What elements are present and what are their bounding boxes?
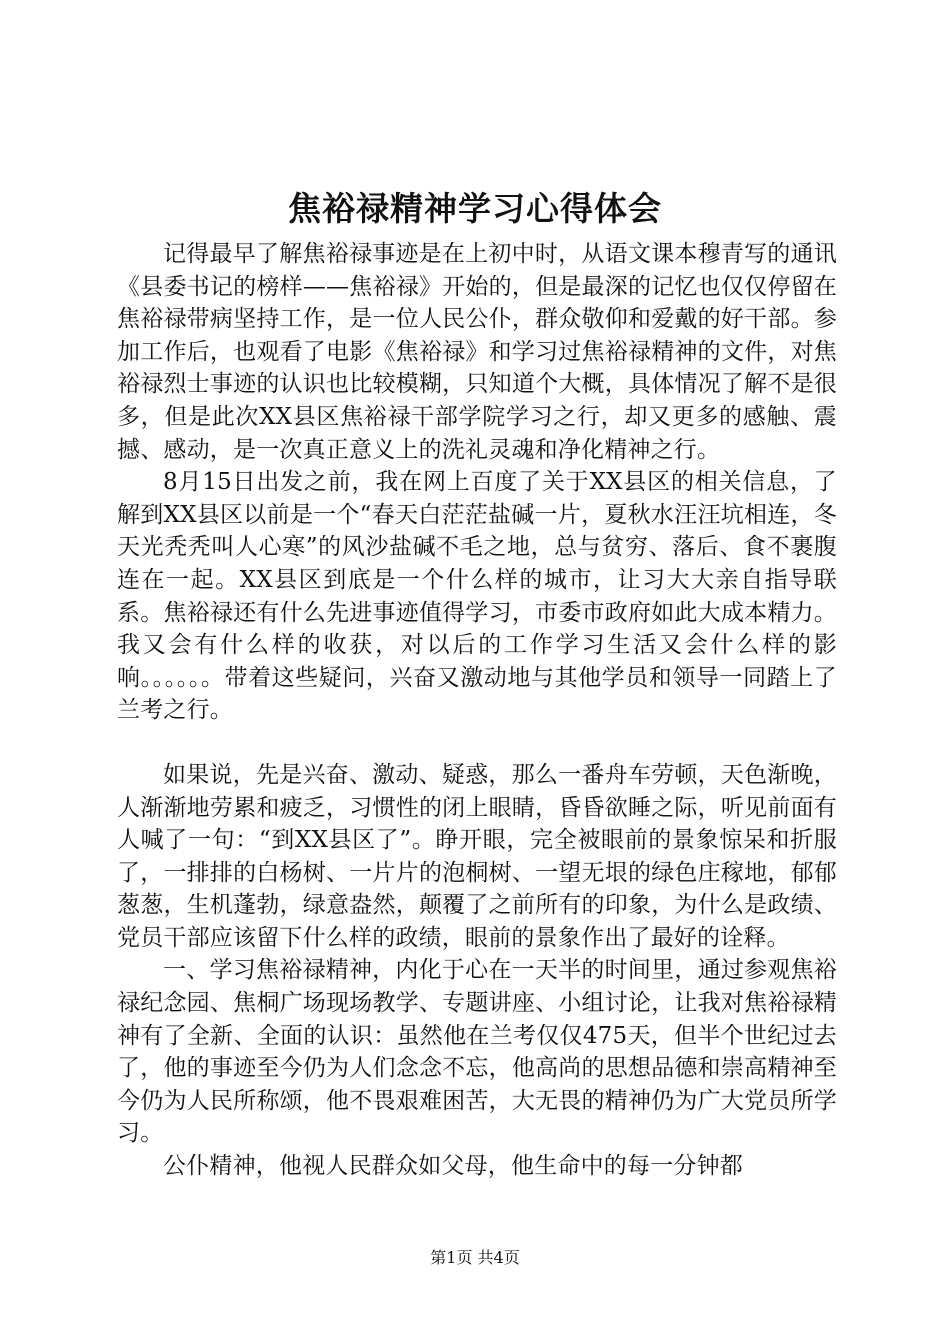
paragraph-2: 8月15日出发之前，我在网上百度了关于XX县区的相关信息，了解到XX县区以前是一个“春天白茫茫盐碱一片，夏秋水汪汪坑相连，冬天光秃秃叫人心寒”的风沙盐碱不毛之地，总与贫穷、落后、食不裹腹连在一起。XX县区到底是一个什么样的城市，让习大大亲自指导联系。焦裕禄还有什么先进事迹值得学习，市委市政府如此大成本精力。我又会有什么样的收获，对以后的工作学习生活又会什么样的影响。。。。。。带着这些疑问，兴奋又激动地与其他学员和领导一同踏上了兰考之行。 — [117, 469, 837, 724]
document-title: 焦裕禄精神学习心得体会 — [288, 189, 662, 228]
document-body — [117, 238, 837, 1183]
paragraph-3: 如果说，先是兴奋、激动、疑惑，那么一番舟车劳顿，天色渐晚，人渐渐地劳累和疲乏，习惯性的闭上眼睛，昏昏欲睡之际，听见前面有人喊了一句：“到XX县区了”。睁开眼，完全被眼前的景象惊呆和折服了，一排排的白杨树、一片片的泡桐树、一望无垠的绿色庄稼地，郁郁葱葱，生机蓬勃，绿意盎然，颠覆了之前所有的印象，为什么是政绩、党员干部应该留下什么样的政绩，眼前的景象作出了最好的诠释。 — [117, 761, 837, 951]
page-number-footer: 第1页 共4页 — [430, 1248, 520, 1267]
paragraph-1: 记得最早了解焦裕禄事迹是在上初中时，从语文课本穆青写的通讯《县委书记的榜样——焦裕禄》开始的，但是最深的记忆也仅仅停留在焦裕禄带病坚持工作，是一位人民公仆，群众敬仰和爱戴的好干部。参加工作后，也观看了电影《焦裕禄》和学习过焦裕禄精神的文件，对焦裕禄烈士事迹的认识也比较模糊，只知道个大概，具体情况了解不是很多，但是此次XX县区焦裕禄干部学院学习之行，却又更多的感触、震撼、感动，是一次真正意义上的洗礼灵魂和净化精神之行。 — [117, 241, 837, 463]
paragraph-4: 一、学习焦裕禄精神，内化于心在一天半的时间里，通过参观焦裕禄纪念园、焦桐广场现场教学、专题讲座、小组讨论，让我对焦裕禄精神有了全新、全面的认识：虽然他在兰考仅仅475天，但半个世纪过去了，他的事迹至今仍为人们念念不忘，他高尚的思想品德和崇高精神至今仍为人民所称颂，他不畏艰难困苦，大无畏的精神仍为广大党员所学习。 — [117, 957, 837, 1147]
paragraph-5: 公仆精神，他视人民群众如父母，他生命中的每一分钟都 — [163, 1153, 743, 1180]
paragraph-spacer — [117, 727, 837, 759]
